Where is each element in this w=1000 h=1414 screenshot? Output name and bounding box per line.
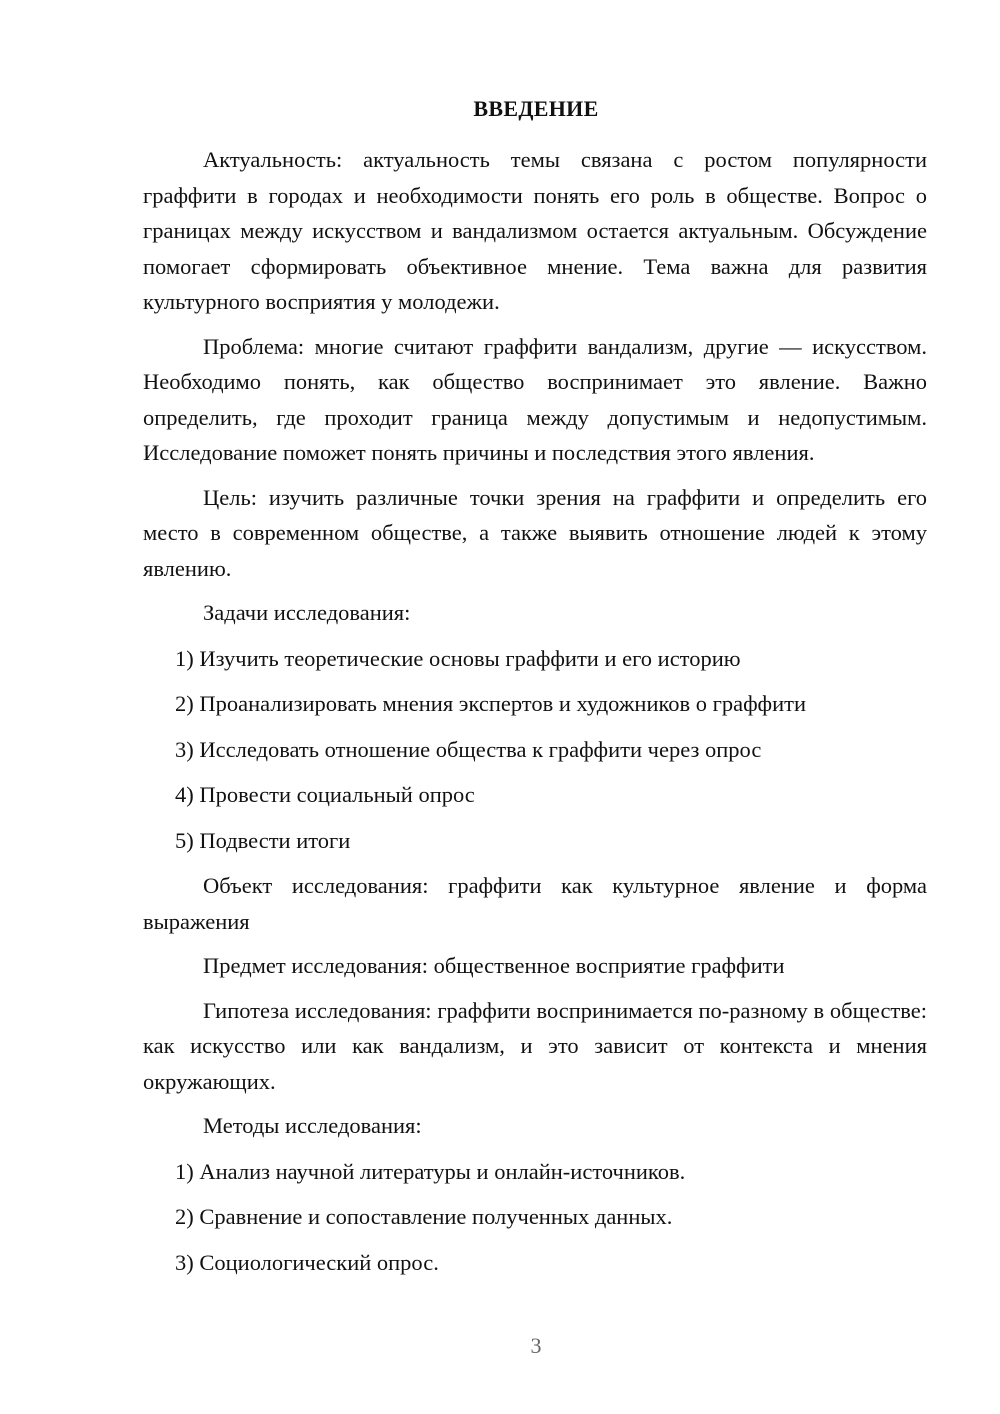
task-item: 2) Проанализировать мнения экспертов и художников о граффити bbox=[175, 691, 807, 716]
methods-label: Методы исследования: bbox=[203, 1113, 422, 1138]
method-item: 3) Социологический опрос. bbox=[175, 1249, 439, 1275]
page-number: 3 bbox=[530, 1333, 542, 1358]
method-item: 1) Анализ научной литературы и онлайн-источников. bbox=[175, 1158, 686, 1184]
task-item: 5) Подвести итоги bbox=[175, 827, 351, 853]
task-item: 3) Исследовать отношение общества к граффити через опрос bbox=[175, 736, 762, 762]
paragraph-relevance: Актуальность: актуальность темы связана с ростом популярности граффити в городах и необходимости понять его роль в обществе. Вопрос о границах между искусством и вандализмом остается актуальным. Обсуждение помогает сформировать объективное мнение. Тема важна для развития культурного восприятия у молодежи. bbox=[143, 147, 927, 314]
section-title: ВВЕДЕНИЕ bbox=[473, 96, 599, 121]
tasks-label: Задачи исследования: bbox=[203, 600, 411, 625]
paragraph-object: Объект исследования: граффити как культурное явление и форма выражения bbox=[143, 873, 927, 934]
paragraph-hypothesis: Гипотеза исследования: граффити воспринимается по-разному в обществе: как искусство или как вандализм, и это зависит от контекста и мнения окружающих. bbox=[143, 997, 927, 1094]
paragraph-subject: Предмет исследования: общественное восприятие граффити bbox=[203, 953, 785, 978]
paragraph-problem: Проблема: многие считают граффити вандализм, другие — искусством. Необходимо понять, как общество воспринимает это явление. Важно определить, где проходит граница между допустимым и недопустимым. Исследование поможет понять причины и последствия этого явления. bbox=[143, 333, 927, 465]
task-item: 4) Провести социальный опрос bbox=[175, 782, 475, 807]
paragraph-goal: Цель: изучить различные точки зрения на граффити и определить его место в современном обществе, а также выявить отношение людей к этому явлению. bbox=[143, 484, 927, 581]
task-item: 1) Изучить теоретические основы граффити и его историю bbox=[175, 645, 741, 671]
document-page bbox=[143, 96, 927, 1290]
method-item: 2) Сравнение и сопоставление полученных данных. bbox=[175, 1204, 673, 1229]
